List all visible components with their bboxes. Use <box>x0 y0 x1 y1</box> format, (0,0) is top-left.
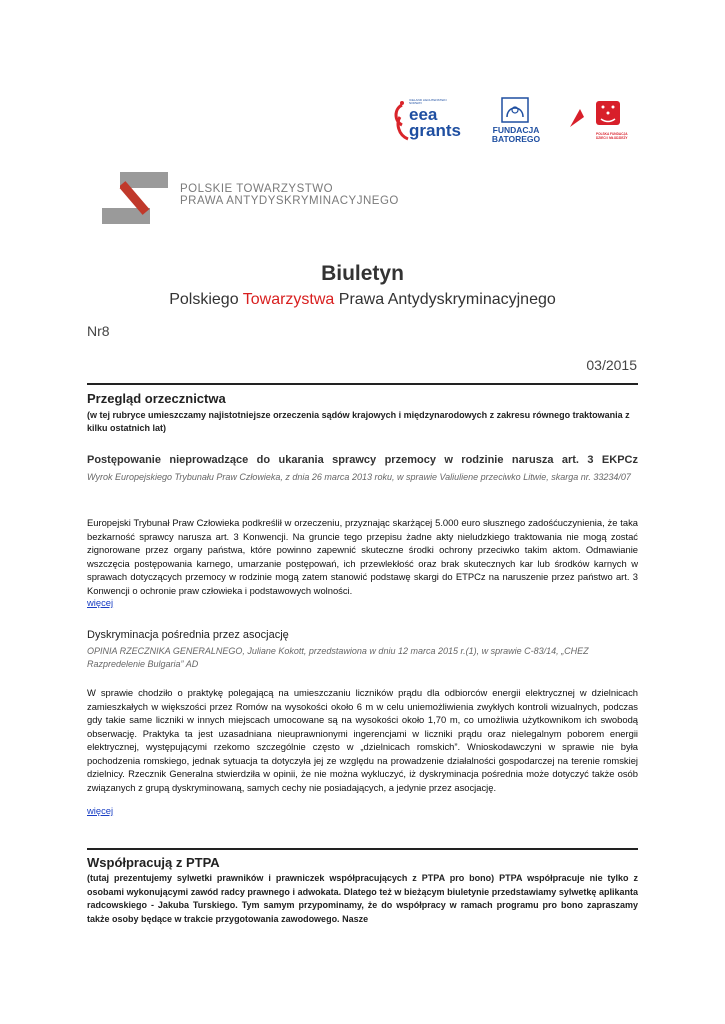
more-link[interactable]: więcej <box>87 805 114 816</box>
fundacja-batorego-logo <box>490 97 540 147</box>
article-body: Europejski Trybunał Praw Człowieka podkreślił w orzeczeniu, przyznając skarżącej 5.000 euro słusznego zadośćuczynienia, że taka bezkarność sprawcy narusza art. 3 Konwencji. Na gruncie tego przepisu żadne akty nieludzkiego traktowania nie mogą zostać zignorowane przez organy państwa, które powinno zapewnić skuteczne środki ochrony przeciwko takim aktom. Odmawianie wszczęcia postępowania karnego, umarzanie postępowań, ich przewlekłość oraz brak skutecznych kar lub środków karnych w sprawach dotyczących przemocy w rodzinie mogą zatem stanowić podstawę skargi do ETPCz na naruszenie przez państwo art. 3 Konwencji o ochronie praw człowieka i podstawowych wolności. <box>87 517 638 596</box>
section-divider <box>87 848 638 850</box>
section-title-case-law: Przegląd orzecznictwa <box>87 391 226 406</box>
more-link[interactable]: więcej <box>87 597 114 608</box>
section-body-cooperation: (tutaj prezentujemy sylwetki prawników i prawniczek współpracujących z PTPA pro bono) PTPA współpracuje nie tylko z osobami wykonującymi zawód radcy prawnego i adwokata. Dlatego też w bieżącym biuletynie przedstawiamy sylwetkę aplikanta radcowskiego - Jakuba Turskiego. Tym samym przypominamy, że do współpracy w ramach programu pro bono zapraszamy także osoby będące w trakcie przygotowania zawodowego. Nasze <box>87 873 638 924</box>
issue-date: 03/2015 <box>586 357 637 373</box>
subtitle-part1: Polskiego <box>169 291 243 308</box>
eea-grants-logo <box>392 95 462 145</box>
section-title-cooperation: Współpracują z PTPA <box>87 855 220 870</box>
batory-line1: FUNDACJA <box>492 125 540 135</box>
ptpa-name-line1: POLSKIE TOWARZYSTWO <box>180 183 334 195</box>
section-note-case-law: (w tej rubryce umieszczamy najistotniejsze orzeczenia sądów krajowych i międzynarodowych z zakresu równego traktowania z kilku ostatnich lat) <box>87 410 630 433</box>
article-title: Dyskryminacja pośrednia przez asocjację <box>87 629 289 641</box>
article-body: W sprawie chodziło o praktykę polegającą na umieszczaniu liczników prądu dla odbiorców energii elektrycznej w dzielnicach zamieszkałych w większości przez Romów na wysokości około 6 m w celu uniemożliwienia zwykłych kontroli wizualnych, podczas gdy takie same liczniki w innych miejscach umocowane są na wysokości około 1,70 m, co umożliwia użytkownikom ich swobodą obserwację. Praktyka ta jest uzasadniana nieuprawnionymi ingerencjami w liczniki prądu oraz nielegalnym poborem energii elektrycznej, występującymi rzekomo szczególnie często w „dzielnicach romskich”. Wnioskodawczyni w sprawie nie była pochodzenia romskiego, jednak sytuacja ta dotyczyła jej ze względu na prowadzenie działalności gospodarczej na terenie romskiej dzielnicy. Rzecznik Generalna stwierdziła w opinii, że nie można wykluczyć, iż dyskryminacja pośrednia może dotyczyć także osób związanych z grupą dyskryminowaną, samych cechy nie posiadających, a jedynie przez asocjację. <box>87 687 638 793</box>
article-source: OPINIA RZECZNIKA GENERALNEGO, Juliane Kokott, przedstawiona w dniu 12 marca 2015 r.(1), w sprawie C-83/14, „CHEZ Razpredelenie Bulgaria” AD <box>87 646 589 669</box>
subtitle-highlight: Towarzystwa <box>242 291 335 308</box>
bulletin-title: Biuletyn <box>321 262 404 285</box>
ptpa-name-line2: PRAWA ANTYDYSKRYMINACYJNEGO <box>180 195 399 207</box>
eea-countries-text: ICELAND LIECHTENSTEIN NORWAY <box>409 98 447 105</box>
batory-seal-icon <box>501 97 529 123</box>
article-title: Postępowanie nieprowadzące do ukarania sprawcy przemocy w rodzinie narusza art. 3 EKPCz <box>87 454 638 466</box>
eea-text: eea <box>409 105 438 124</box>
batory-line2: BATOREGO <box>491 134 541 144</box>
pfdim-text: POLSKA FUNDACJA DZIECI I MŁODZIEŻY <box>596 132 628 140</box>
article-source: Wyrok Europejskiego Trybunału Praw Człowieka, z dnia 26 marca 2013 roku, w sprawie Valiuliene przeciwko Litwie, skarga nr. 33234/07 <box>87 472 631 482</box>
ptpa-name <box>180 183 399 207</box>
section-divider <box>87 383 638 385</box>
grants-text: grants <box>409 121 461 140</box>
pfdim-mark-icon <box>566 97 628 137</box>
subtitle-part2: Prawa Antydyskryminacyjnego <box>334 291 556 308</box>
bulletin-subtitle <box>0 291 725 309</box>
pfdim-logo <box>566 97 628 147</box>
ptpa-mark-icon <box>100 170 170 226</box>
issue-number: Nr8 <box>87 323 110 339</box>
